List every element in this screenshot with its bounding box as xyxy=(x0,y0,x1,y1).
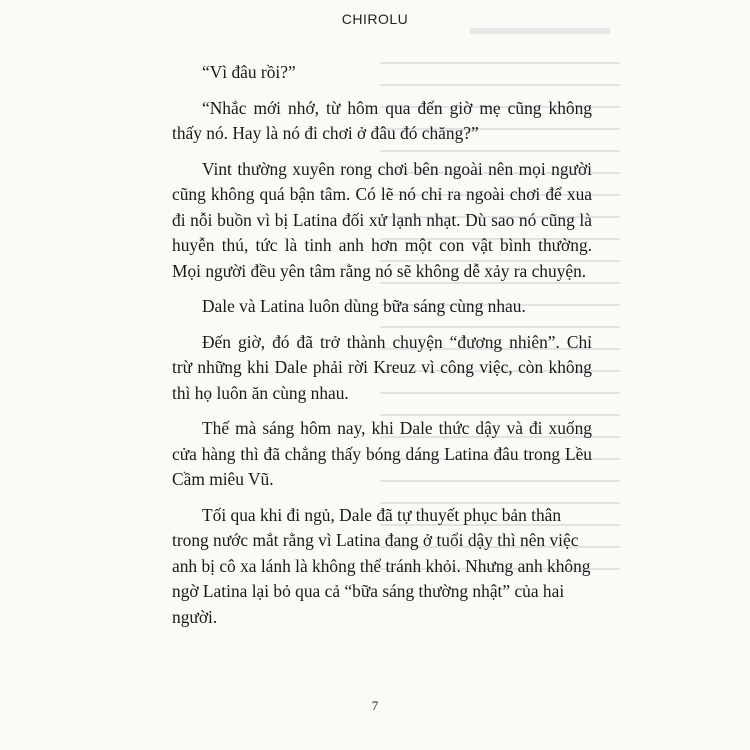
paragraph: “Vì đâu rồi?” xyxy=(202,62,296,82)
page-number: 7 xyxy=(371,698,379,713)
reverse-page-bleed-title xyxy=(470,28,610,34)
paragraph: Thế mà sáng hôm nay, khi Dale thức dậy và đi xuống cửa hàng thì đã chẳng thấy bóng dáng Latina đâu trong Lều Cầm miêu Vũ. xyxy=(172,418,592,489)
running-header: CHIROLU xyxy=(341,11,409,27)
body-text xyxy=(172,60,592,640)
paragraph: Dale và Latina luôn dùng bữa sáng cùng nhau. xyxy=(202,296,526,316)
paragraph: “Nhắc mới nhớ, từ hôm qua đến giờ mẹ cũng không thấy nó. Hay là nó đi chơi ở đâu đó chăng?” xyxy=(172,97,592,143)
paragraph: Tối qua khi đi ngủ, Dale đã tự thuyết phục bản thân trong nước mắt rằng vì Latina đang ở tuổi dậy thì nên việc anh bị cô xa lánh là không thể tránh khỏi. Nhưng anh không ngờ Latina lại bỏ qua cả “bữa sáng thường nhật” của hai người. xyxy=(172,504,591,627)
paragraph: Vint thường xuyên rong chơi bên ngoài nên mọi người cũng không quá bận tâm. Có lẽ nó chỉ ra ngoài chơi để xua đi nỗi buồn vì bị Latina đối xử lạnh nhạt. Dù sao nó cũng là huyễn thú, tức là tinh anh hơn một con vật bình thường. Mọi người đều yên tâm rằng nó sẽ không dễ xảy ra chuyện. xyxy=(172,158,592,281)
paragraph: Đến giờ, đó đã trở thành chuyện “đương nhiên”. Chỉ trừ những khi Dale phải rời Kreuz vì công việc, còn không thì họ luôn ăn cùng nhau. xyxy=(172,331,592,403)
